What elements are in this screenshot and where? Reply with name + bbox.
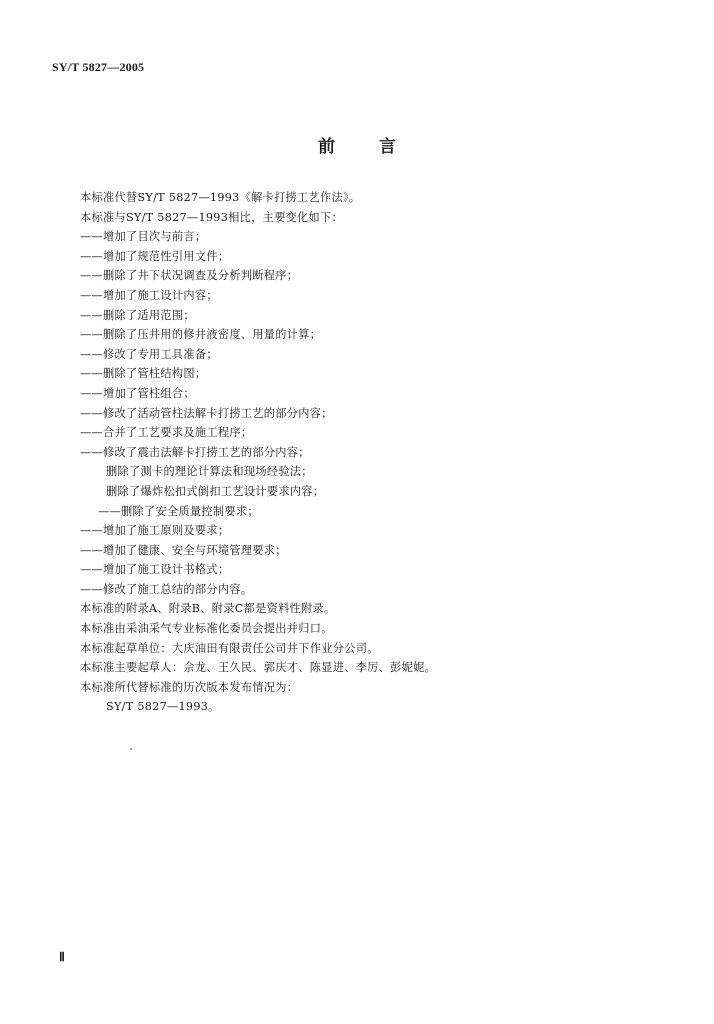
list-item: ——增加了管柱组合； — [80, 386, 195, 400]
list-item: ——增加了施工原则及要求； — [80, 524, 230, 538]
list-item: ——删除了安全质量控制要求； — [98, 504, 259, 518]
list-item: ——修改了活动管柱法解卡打捞工艺的部分内容； — [80, 406, 333, 420]
standard-code: SY/T 5827—2005 — [52, 60, 145, 74]
list-item: ——删除了压井用的修井液密度、用量的计算； — [80, 328, 322, 342]
scan-speck — [130, 748, 132, 750]
page-title-part2: 言 — [379, 137, 396, 157]
list-item-sub: 删除了测卡的理论计算法和现场经验法； — [106, 465, 313, 479]
list-item: ——合并了工艺要求及施工程序； — [80, 426, 253, 440]
page-title — [0, 132, 714, 157]
list-item: ——增加了目次与前言； — [80, 230, 207, 244]
list-item: ——增加了施工设计书格式； — [80, 563, 230, 577]
list-item: ——增加了规范性引用文件； — [80, 249, 230, 263]
list-item-sub: 删除了爆炸松扣式倒扣工艺设计要求内容； — [106, 484, 325, 498]
list-item: ——删除了井下状况调查及分析判断程序； — [80, 269, 299, 283]
text-line: 本标准的附录A、附录B、附录C都是资料性附录。 — [80, 602, 336, 616]
list-item: ——删除了适用范围； — [80, 308, 195, 322]
text-line: 本标准由采油采气专业标准化委员会提出并归口。 — [80, 622, 333, 636]
text-line: SY/T 5827—1993。 — [106, 700, 220, 714]
list-item: ——修改了施工总结的部分内容。 — [80, 582, 253, 596]
page-title-part1: 前 — [318, 137, 335, 157]
text-line: 本标准与SY/T 5827—1993相比，主要变化如下： — [80, 210, 343, 224]
text-line: 本标准所代替标准的历次版本发布情况为： — [80, 680, 299, 694]
text-line: 本标准起草单位：大庆油田有限责任公司井下作业分公司。 — [80, 641, 379, 655]
text-line: 本标准代替SY/T 5827—1993《解卡打捞工艺作法》。 — [80, 191, 361, 204]
list-item: ——修改了专用工具准备； — [80, 347, 218, 361]
preface-body — [80, 188, 660, 717]
list-item: ——删除了管柱结构图； — [80, 367, 207, 381]
list-item: ——增加了施工设计内容； — [80, 288, 218, 302]
list-item: ——修改了震击法解卡打捞工艺的部分内容； — [80, 445, 310, 459]
page-number: Ⅱ — [59, 950, 65, 964]
text-line: 本标准主要起草人：佘龙、王久民、郭庆才、陈显进、李厉、彭妮妮。 — [80, 661, 437, 675]
list-item: ——增加了健康、安全与环境管理要求； — [80, 543, 287, 557]
